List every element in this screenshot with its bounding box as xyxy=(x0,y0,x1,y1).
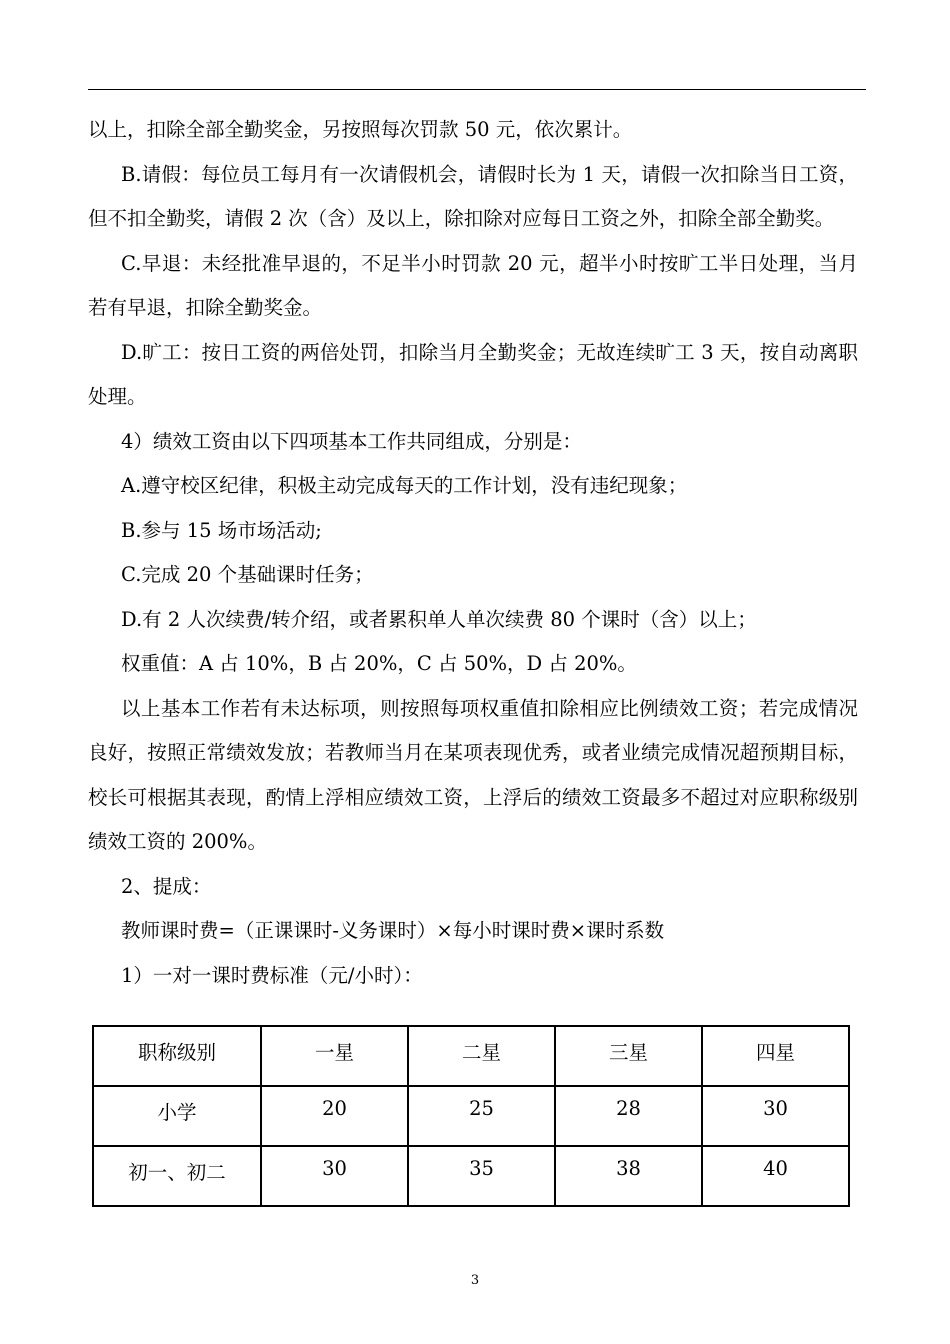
table-header-cell: 三星 xyxy=(555,1026,702,1086)
paragraph-performance-intro: 4）绩效工资由以下四项基本工作共同组成，分别是： xyxy=(121,429,582,453)
paragraph-absence: D.旷工：按日工资的两倍处罚，扣除当月全勤奖金；无故连续旷工 3 天，按自动离职处理。 xyxy=(88,340,858,408)
list-item: B.参与 15 场市场活动; xyxy=(121,518,322,542)
table-cell: 小学 xyxy=(93,1086,261,1146)
table-cell: 初一、初二 xyxy=(93,1146,261,1206)
paragraph: 以上，扣除全部全勤奖金，另按照每次罚款 50 元，依次累计。 xyxy=(88,118,633,141)
formula: 教师课时费=（正课课时-义务课时）×每小时课时费×课时系数 xyxy=(121,919,665,942)
table-row xyxy=(93,1146,849,1206)
paragraph-performance-rules: 以上基本工作若有未达标项，则按照每项权重值扣除相应比例绩效工资；若完成情况良好，按照正常绩效发放；若教师当月在某项表现优秀，或者业绩完成情况超预期目标，校长可根据其表现，酌情上浮相应绩效工资，上浮后的绩效工资最多不超过对应职称级别绩效工资的 200%。 xyxy=(88,696,858,853)
table-cell: 25 xyxy=(408,1086,555,1146)
table-header-cell: 职称级别 xyxy=(93,1026,261,1086)
table-header-row xyxy=(93,1026,849,1086)
document-body xyxy=(88,108,858,998)
list-item: C.完成 20 个基础课时任务； xyxy=(121,563,374,586)
table-cell: 28 xyxy=(555,1086,702,1146)
table-header-cell: 四星 xyxy=(702,1026,849,1086)
table-header-cell: 一星 xyxy=(261,1026,408,1086)
paragraph-early-leave: C.早退：未经批准早退的，不足半小时罚款 20 元，超半小时按旷工半日处理，当月若有早退，扣除全勤奖金。 xyxy=(88,251,858,319)
paragraph-leave: B.请假：每位员工每月有一次请假机会，请假时长为 1 天，请假一次扣除当日工资，但不扣全勤奖，请假 2 次（含）及以上，除扣除对应每日工资之外，扣除全部全勤奖。 xyxy=(88,162,858,230)
page-number: 3 xyxy=(470,1273,480,1288)
weight-values: 权重值：A 占 10%，B 占 20%，C 占 50%，D 占 20%。 xyxy=(121,652,637,675)
table-caption: 1）一对一课时费标准（元/小时）： xyxy=(121,963,423,987)
table-header-cell: 二星 xyxy=(408,1026,555,1086)
table-cell: 40 xyxy=(702,1146,849,1206)
header-rule xyxy=(88,89,866,90)
fee-table xyxy=(92,1025,850,1207)
table-cell: 20 xyxy=(261,1086,408,1146)
table-row xyxy=(93,1086,849,1146)
section-heading-commission: 2、提成： xyxy=(121,874,212,898)
table-cell: 35 xyxy=(408,1146,555,1206)
list-item: D.有 2 人次续费/转介绍，或者累积单人单次续费 80 个课时（含）以上； xyxy=(121,607,757,631)
table-cell: 30 xyxy=(702,1086,849,1146)
table-cell: 30 xyxy=(261,1146,408,1206)
table-cell: 38 xyxy=(555,1146,702,1206)
list-item: A.遵守校区纪律，积极主动完成每天的工作计划，没有违纪现象； xyxy=(121,474,688,497)
